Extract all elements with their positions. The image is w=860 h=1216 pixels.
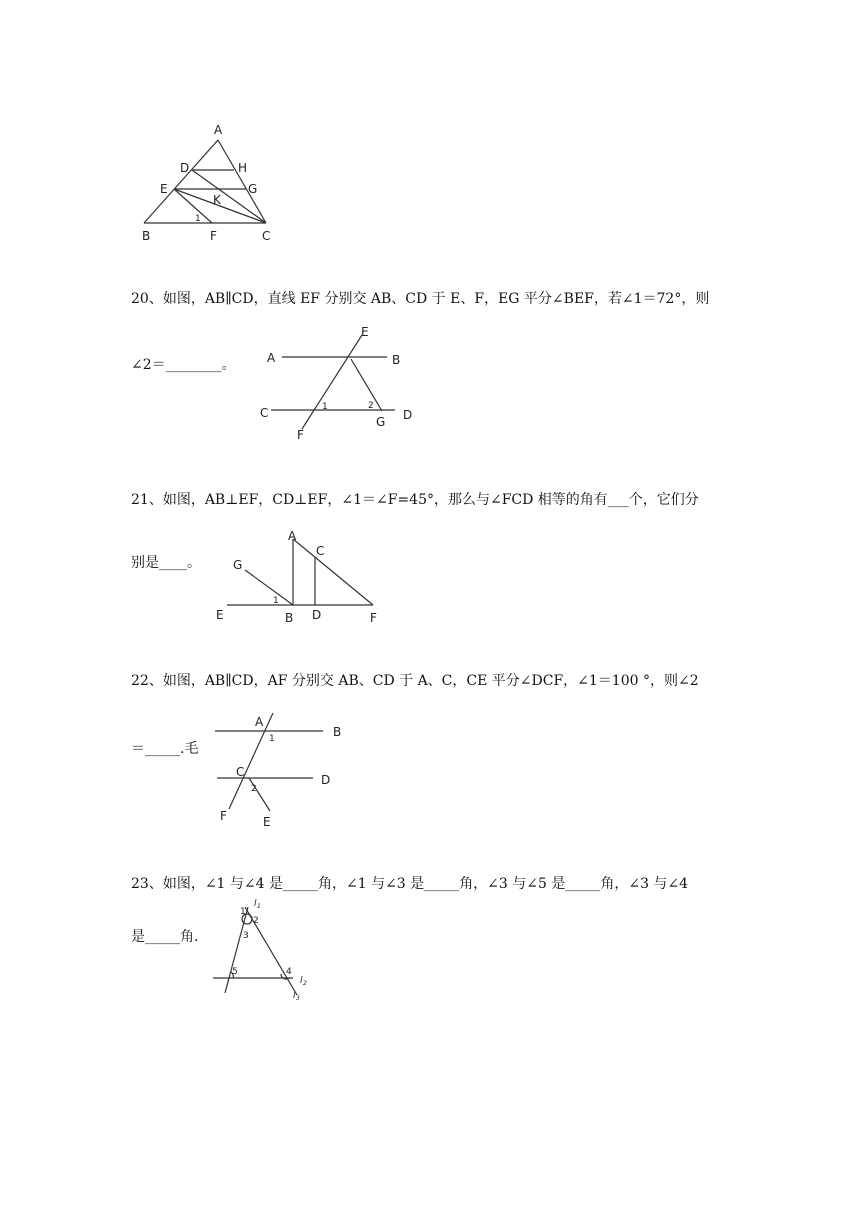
- label-angle-2: 2: [251, 784, 257, 794]
- label-angle-3: 3: [243, 931, 249, 941]
- label-b: B: [392, 353, 401, 367]
- label-d: D: [180, 161, 190, 175]
- label-d: D: [321, 773, 331, 787]
- label-l1-subscript: 1: [257, 903, 261, 910]
- label-angle-1: 1: [269, 734, 275, 744]
- figure-q22: [205, 705, 365, 835]
- q23-text-line1: 23、如图，∠1 与∠4 是_____角，∠1 与∠3 是_____角，∠3 与∠5 是_____角，∠3 与∠4: [131, 876, 689, 892]
- label-f: F: [220, 809, 227, 823]
- label-g: G: [376, 415, 386, 429]
- q21-text-line2: 别是____。: [131, 555, 201, 571]
- segment-af: [293, 539, 373, 605]
- label-angle-1: 1: [273, 596, 279, 606]
- label-c: C: [236, 765, 245, 779]
- label-e: E: [263, 815, 271, 829]
- label-c: C: [262, 229, 271, 243]
- label-g: G: [233, 558, 243, 572]
- label-c: C: [260, 406, 269, 420]
- line-ef: [302, 335, 362, 429]
- label-f: F: [210, 229, 217, 243]
- label-k: K: [213, 193, 221, 207]
- label-b: B: [142, 229, 151, 243]
- label-e: E: [361, 325, 369, 339]
- label-e: E: [216, 608, 224, 622]
- figure-q23: [205, 895, 315, 1005]
- segment-ef: [174, 189, 212, 223]
- line-l1: [225, 907, 248, 993]
- label-g: G: [248, 182, 258, 196]
- figure-q21: [210, 525, 390, 630]
- line-af: [229, 713, 273, 809]
- label-angle-5: 5: [232, 967, 238, 977]
- label-d: D: [312, 608, 322, 622]
- q20-text-line1: 20、如图，AB∥CD，直线 EF 分别交 AB、CD 于 E、F，EG 平分∠BEF，若∠1＝72°，则: [131, 291, 710, 307]
- label-l2: l: [300, 976, 303, 986]
- label-l3: l: [293, 991, 296, 1001]
- q21-text-line1: 21、如图，AB⊥EF，CD⊥EF，∠1＝∠F=45°，那么与∠FCD 相等的角有___个，它们分: [131, 492, 699, 508]
- q23-text-line2: 是_____角.: [131, 929, 199, 945]
- label-a: A: [255, 715, 264, 729]
- segment-gb: [245, 570, 293, 605]
- label-d: D: [403, 408, 413, 422]
- q22-text-line1: 22、如图，AB∥CD，AF 分别交 AB、CD 于 A、C，CE 平分∠DCF，∠1＝100 °，则∠2: [131, 673, 699, 689]
- label-f: F: [370, 611, 377, 625]
- label-l3-subscript: 3: [296, 995, 300, 1002]
- segment-ab: [144, 140, 218, 223]
- figure-q20: [255, 322, 425, 442]
- label-b: B: [333, 725, 342, 739]
- label-angle-2: 2: [368, 401, 374, 411]
- segment-ce: [249, 778, 270, 811]
- label-h: H: [238, 161, 248, 175]
- q22-text-line2: ＝_____.毛: [131, 741, 199, 757]
- label-a: A: [214, 123, 223, 137]
- label-l1: l: [254, 899, 257, 909]
- figure-triangle-parallels: [130, 120, 290, 250]
- label-angle-2: 2: [253, 916, 259, 926]
- label-angle-4: 4: [286, 967, 292, 977]
- segment-ac: [218, 140, 266, 223]
- label-a: A: [288, 529, 297, 543]
- label-b: B: [285, 611, 294, 625]
- segment-eg: [351, 359, 382, 411]
- label-c: C: [316, 544, 325, 558]
- label-e: E: [160, 182, 168, 196]
- label-a: A: [267, 351, 276, 365]
- label-l2-subscript: 2: [303, 980, 307, 987]
- label-f: F: [297, 428, 304, 442]
- label-angle-1: 1: [195, 214, 201, 224]
- label-angle-1: 1: [240, 907, 246, 917]
- label-angle-1: 1: [322, 402, 328, 412]
- q20-text-line2: ∠2＝________。: [131, 357, 236, 373]
